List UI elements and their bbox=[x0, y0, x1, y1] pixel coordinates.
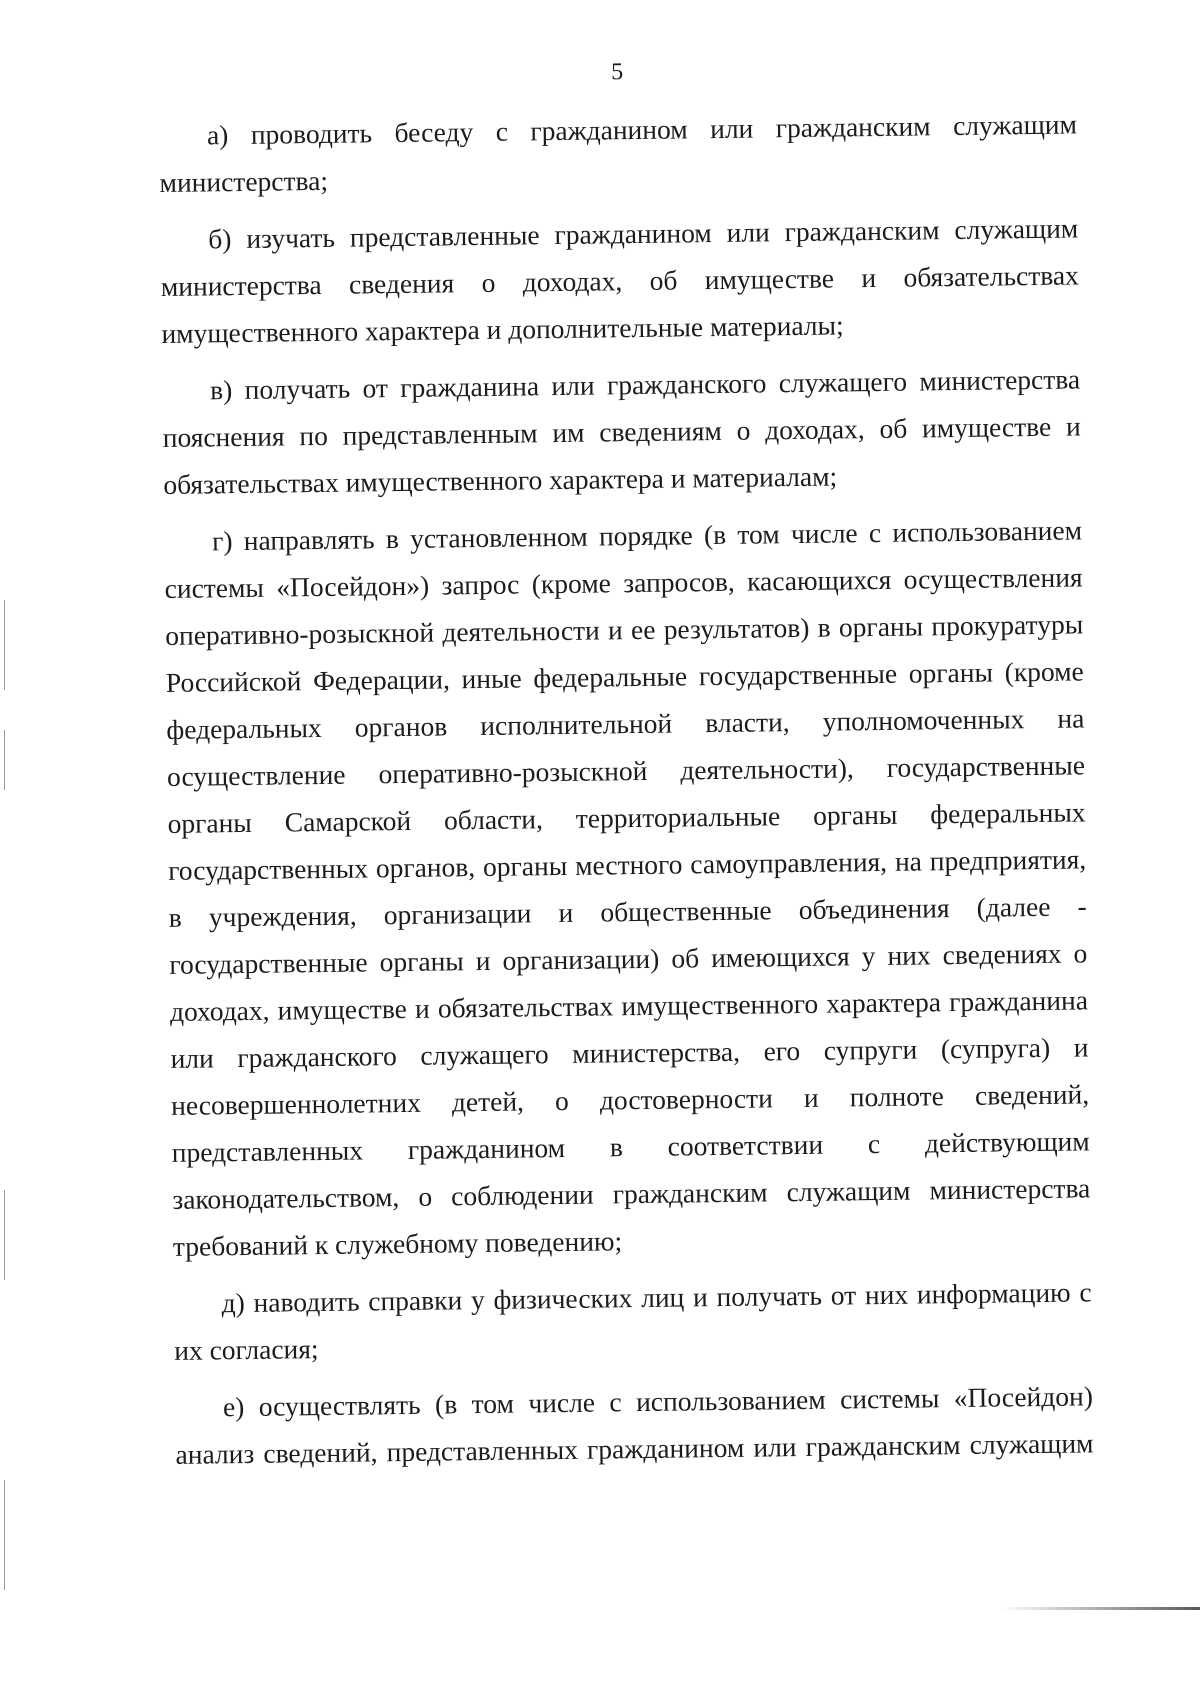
paragraph-g bbox=[164, 506, 1091, 1269]
text-line: законодательством, о соблюдении гражданским служащим министерства bbox=[172, 1172, 1091, 1215]
paragraph-e bbox=[175, 1372, 1094, 1478]
paragraph-a bbox=[159, 100, 1078, 206]
paragraph-b bbox=[160, 204, 1080, 357]
text-line: г) направлять в установленном порядке (в том числе с использованием bbox=[211, 514, 1083, 557]
text-line: е) осуществлять (в том числе с использованием системы «Посейдон) bbox=[222, 1380, 1094, 1423]
scan-bottom-smudge bbox=[1000, 1607, 1200, 1610]
paragraph-list bbox=[159, 100, 1094, 1477]
text-line: государственных органов, органы местного самоуправления, на предприятия, bbox=[168, 843, 1087, 886]
text-line: несовершеннолетних детей, о достоверности и полноте сведений, bbox=[170, 1078, 1090, 1121]
text-line: системы «Посейдон») запрос (кроме запросов, касающихся осуществления bbox=[164, 561, 1083, 604]
text-line: б) изучать представленные гражданином или гражданским служащим bbox=[208, 212, 1079, 255]
text-line: обязательствах имущественного характера и материалам; bbox=[163, 460, 838, 500]
text-line: или гражданского служащего министерства, его супруги (супруга) и bbox=[170, 1031, 1089, 1074]
paragraph-v bbox=[162, 355, 1082, 508]
text-line: анализ сведений, представленных гражданином или гражданским служащим bbox=[175, 1427, 1094, 1470]
text-line: их согласия; bbox=[174, 1333, 319, 1366]
text-line: органы Самарской области, территориальные органы федеральных bbox=[167, 796, 1086, 839]
text-line: министерства сведения о доходах, об имуществе и обязательствах bbox=[160, 259, 1079, 302]
text-line: осуществление оперативно-розыскной деятельности), государственные bbox=[166, 749, 1086, 792]
text-line: а) проводить беседу с гражданином или гражданским служащим bbox=[206, 108, 1078, 151]
text-line: пояснения по представленным им сведениям о доходах, об имуществе и bbox=[162, 410, 1081, 453]
scan-margin-mark bbox=[4, 1190, 5, 1280]
text-line: представленных гражданином в соответствии с действующим bbox=[171, 1125, 1090, 1168]
paragraph-d bbox=[173, 1268, 1092, 1374]
document-body bbox=[158, 46, 1094, 1487]
text-line: государственные органы и организации) об имеющихся у них сведениях о bbox=[169, 937, 1088, 980]
text-line: федеральных органов исполнительной власти, уполномоченных на bbox=[166, 702, 1085, 745]
page-number: 5 bbox=[611, 59, 624, 86]
text-line: Российской Федерации, иные федеральные государственные органы (кроме bbox=[165, 655, 1084, 698]
text-line: требований к служебному поведению; bbox=[172, 1225, 623, 1262]
text-line: в) получать от гражданина или гражданского служащего министерства bbox=[209, 363, 1081, 406]
text-line: оперативно-розыскной деятельности и ее результатов) в органы прокуратуры bbox=[165, 608, 1084, 651]
scan-margin-mark bbox=[4, 730, 5, 790]
text-line: имущественного характера и дополнительные материалы; bbox=[161, 309, 844, 349]
scan-margin-mark bbox=[4, 600, 5, 690]
text-line: в учреждения, организации и общественные объединения (далее - bbox=[168, 890, 1087, 933]
text-line: доходах, имуществе и обязательствах имущественного характера гражданина bbox=[169, 984, 1089, 1027]
text-line: министерства; bbox=[159, 164, 329, 198]
scan-margin-mark bbox=[4, 1480, 5, 1590]
text-line: д) наводить справки у физических лиц и получать от них информацию с bbox=[221, 1276, 1092, 1319]
